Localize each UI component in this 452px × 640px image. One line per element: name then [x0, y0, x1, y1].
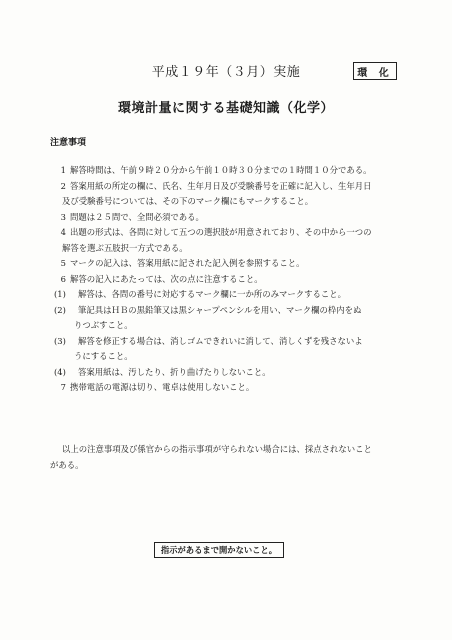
sub-item-number: (4): [54, 366, 66, 377]
sub-item-text-continued: うにすること。: [74, 351, 133, 361]
sub-item-2: [50, 303, 405, 334]
note-text-continued: 及び受験番号については、その下のマーク欄にもマークすること。: [62, 196, 314, 206]
note-text: 携帯電話の電源は切り、電卓は使用しないこと。: [70, 382, 255, 392]
sub-item-text: 答案用紙は、汚したり、折り曲げたりしないこと。: [78, 366, 271, 377]
note-item-5: [50, 256, 405, 272]
note-text: 出題の形式は、各問に対して五つの選択肢が用意されており、その中から一つの: [70, 227, 372, 237]
note-item-6: [50, 272, 405, 288]
notes-heading: 注意事項: [50, 138, 87, 148]
closing-note-line: がある。: [50, 459, 84, 470]
notes-list: [50, 163, 405, 396]
sub-item-text: 筆記具はＨＢの黒鉛筆又は黒シャープペンシルを用い、マーク欄の枠内をぬ: [78, 304, 362, 315]
exam-title: 環境計量に関する基礎知識（化学）: [117, 101, 334, 116]
note-text: 解答の記入にあたっては、次の点に注意すること。: [70, 273, 263, 284]
sub-item-number: (3): [54, 335, 66, 346]
note-text: 解答時間は、午前９時２０分から午前１０時３０分までの１時間１０分である。: [70, 165, 372, 175]
note-number: 1: [60, 165, 66, 175]
sub-item-text: 解答を修正する場合は、消しゴムできれいに消して、消しくずを残さないよ: [78, 335, 363, 346]
note-text-continued: 解答を選ぶ五肢択一方式である。: [62, 242, 188, 253]
note-number: 7: [60, 382, 66, 392]
subject-tag: 環 化: [353, 62, 397, 80]
sub-item-4: [50, 365, 405, 381]
note-item-1: [50, 163, 405, 179]
note-number: 5: [60, 258, 66, 268]
note-text: マークの記入は、答案用紙に記された記入例を参照すること。: [70, 258, 305, 268]
sub-item-number: (1): [54, 289, 66, 299]
exam-date: 平成１９年（３月）実施: [151, 65, 301, 80]
sub-item-text: 解答は、各問の番号に対応するマーク欄に一か所のみマークすること。: [78, 289, 346, 299]
sub-item-text-continued: りつぶすこと。: [74, 320, 133, 330]
sub-item-3: [50, 334, 405, 365]
note-number: 2: [60, 180, 66, 191]
sub-item-number: (2): [54, 304, 66, 315]
closing-note-line: 以上の注意事項及び係官からの指示事項が守られない場合には、採点されないこと: [62, 444, 372, 454]
sub-item-1: [50, 287, 405, 303]
note-text: 答案用紙の所定の欄に、氏名、生年月日及び受験番号を正確に記入し、生年月日: [70, 180, 372, 191]
note-item-4: [50, 225, 405, 256]
closing-note: [50, 442, 405, 473]
do-not-open-notice: 指示があるまで開かないこと。: [154, 542, 284, 558]
note-number: 4: [60, 227, 66, 237]
note-number: 6: [60, 273, 66, 284]
note-item-2: [50, 179, 405, 210]
note-number: 3: [60, 211, 66, 222]
note-item-3: [50, 210, 405, 226]
note-text: 問題は２５問で、全問必須である。: [70, 211, 204, 222]
note-item-7: [50, 380, 405, 396]
